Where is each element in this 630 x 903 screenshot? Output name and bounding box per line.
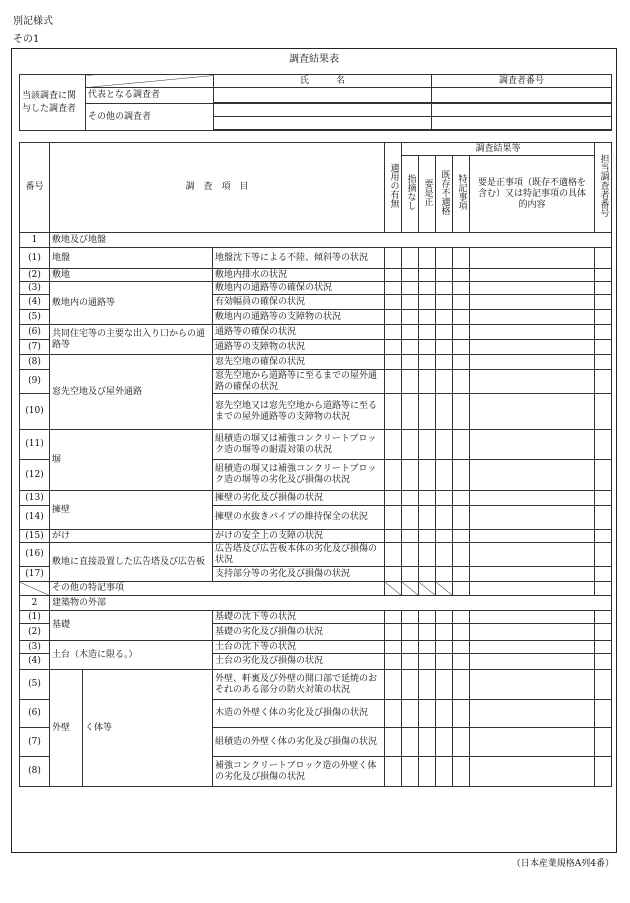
footer-note: （日本産業規格A列4番） bbox=[511, 859, 614, 869]
item-label: 組積造の塀又は補強コンクリートブロック造の塀等の耐震対策の状況 bbox=[213, 430, 385, 460]
item-label: 窓先空地又は窓先空地から道路等に至るまでの屋外通路等の支障物の状況 bbox=[213, 394, 385, 430]
other-investigators-label: その他の調査者 bbox=[86, 104, 214, 131]
row-number: (15) bbox=[20, 530, 50, 543]
subgroup-label: く体等 bbox=[83, 670, 213, 787]
row-number: (5) bbox=[20, 670, 50, 700]
inspection-table bbox=[19, 142, 612, 787]
row-number: (3) bbox=[20, 282, 50, 295]
header-needs-correction: 要是正 bbox=[422, 178, 433, 206]
item-label: 擁壁の水抜きパイプの維持保全の状況 bbox=[213, 506, 385, 530]
item-label: 敷地内の通路等の確保の状況 bbox=[213, 282, 385, 295]
group-label: 地盤 bbox=[50, 248, 213, 269]
group-label: 共同住宅等の主要な出入り口からの通路等 bbox=[50, 325, 213, 355]
item-label: 組積造の外壁く体の劣化及び損傷の状況 bbox=[213, 728, 385, 757]
item-label: 土台の劣化及び損傷の状況 bbox=[213, 654, 385, 670]
group-label: 敷地に直接設置した広告塔及び広告板 bbox=[50, 543, 213, 582]
row-number: (16) bbox=[20, 543, 50, 567]
item-label: 広告塔及び広告板本体の劣化及び損傷の状況 bbox=[213, 543, 385, 567]
row-number: (12) bbox=[20, 460, 50, 491]
group-label: 土台（木造に限る。） bbox=[50, 641, 213, 670]
row-number: (8) bbox=[20, 757, 50, 787]
form-title: 調査結果表 bbox=[289, 54, 339, 65]
row-number: (11) bbox=[20, 430, 50, 460]
other-name-field-2[interactable] bbox=[214, 117, 432, 130]
header-investigator-no: 担当調査者番号 bbox=[598, 154, 609, 217]
header-item: 調 査 項 目 bbox=[50, 143, 385, 233]
item-label: 通路等の支障物の状況 bbox=[213, 340, 385, 355]
form-sub-label: その1 bbox=[13, 34, 40, 45]
item-label: 窓先空地から道路等に至るまでの屋外通路の確保の状況 bbox=[213, 370, 385, 394]
other-number-field-1[interactable] bbox=[432, 104, 612, 117]
item-label: 敷地内排水の状況 bbox=[213, 269, 385, 282]
investigators-corner bbox=[86, 75, 214, 88]
row-number: (2) bbox=[20, 624, 50, 641]
item-label: 支持部分等の劣化及び損傷の状況 bbox=[213, 567, 385, 582]
header-existing-nonconform: 既存不適格 bbox=[439, 169, 450, 215]
group-label: 窓先空地及び屋外通路 bbox=[50, 355, 213, 430]
row-number: (9) bbox=[20, 370, 50, 394]
investigators-table bbox=[19, 74, 612, 131]
header-special-note: 特記事項 bbox=[456, 174, 467, 210]
item-label: 基礎の沈下等の状況 bbox=[213, 611, 385, 624]
lead-number-field[interactable] bbox=[432, 88, 612, 103]
item-label: がけの安全上の支障の状況 bbox=[213, 530, 385, 543]
group-label: 塀 bbox=[50, 430, 213, 491]
row-number: (10) bbox=[20, 394, 50, 430]
other-notes-label: その他の特記事項 bbox=[50, 582, 385, 596]
row-number: (14) bbox=[20, 506, 50, 530]
row-number: (5) bbox=[20, 310, 50, 325]
row-number: (17) bbox=[20, 567, 50, 582]
section-title: 敷地及び地盤 bbox=[50, 233, 612, 248]
row-number: (7) bbox=[20, 728, 50, 757]
row-number: (1) bbox=[20, 248, 50, 269]
other-name-field-1[interactable] bbox=[214, 104, 432, 117]
name-header: 氏 名 bbox=[214, 75, 432, 88]
header-results: 調査結果等 bbox=[402, 143, 595, 156]
row-number: (2) bbox=[20, 269, 50, 282]
row-number: (4) bbox=[20, 654, 50, 670]
row-number: (1) bbox=[20, 611, 50, 624]
row-number: (8) bbox=[20, 355, 50, 370]
number-header: 調査者番号 bbox=[432, 75, 612, 88]
header-applicable: 適用の有無 bbox=[388, 163, 399, 208]
group-label: がけ bbox=[50, 530, 213, 543]
header-detail: 要是正事項（既存不適格を含む）又は特記事項の具体的内容 bbox=[470, 156, 595, 233]
investigators-group-label: 当該調査に関与した調査者 bbox=[20, 75, 86, 131]
lead-name-field[interactable] bbox=[214, 88, 432, 103]
form-label: 別記様式 bbox=[13, 16, 53, 27]
section-title: 建築物の外部 bbox=[50, 596, 612, 611]
row-number: (6) bbox=[20, 325, 50, 340]
item-label: 木造の外壁く体の劣化及び損傷の状況 bbox=[213, 700, 385, 728]
row-number: (7) bbox=[20, 340, 50, 355]
row-number: (4) bbox=[20, 295, 50, 310]
lead-investigator-label: 代表となる調査者 bbox=[86, 88, 214, 104]
row-number: (3) bbox=[20, 641, 50, 654]
group-label: 外壁 bbox=[50, 670, 83, 787]
item-label: 通路等の確保の状況 bbox=[213, 325, 385, 340]
section-number: 2 bbox=[20, 596, 50, 611]
item-label: 基礎の劣化及び損傷の状況 bbox=[213, 624, 385, 641]
row-number: (6) bbox=[20, 700, 50, 728]
group-label: 基礎 bbox=[50, 611, 213, 641]
form-frame bbox=[11, 48, 617, 853]
group-label: 敷地 bbox=[50, 269, 213, 282]
group-label: 敷地内の通路等 bbox=[50, 282, 213, 325]
item-label: 組積造の塀又は補強コンクリートブロック造の塀等の劣化及び損傷の状況 bbox=[213, 460, 385, 491]
item-label: 土台の沈下等の状況 bbox=[213, 641, 385, 654]
group-label: 擁壁 bbox=[50, 491, 213, 530]
other-number-field-2[interactable] bbox=[432, 117, 612, 130]
header-no-issue: 指摘なし bbox=[405, 174, 416, 210]
item-label: 補強コンクリートブロック造の外壁く体の劣化及び損傷の状況 bbox=[213, 757, 385, 787]
item-label: 擁壁の劣化及び損傷の状況 bbox=[213, 491, 385, 506]
item-label: 敷地内の通路等の支障物の状況 bbox=[213, 310, 385, 325]
item-label: 窓先空地の確保の状況 bbox=[213, 355, 385, 370]
item-label: 地盤沈下等による不陸、傾斜等の状況 bbox=[213, 248, 385, 269]
section-number: 1 bbox=[20, 233, 50, 248]
item-label: 有効幅員の確保の状況 bbox=[213, 295, 385, 310]
item-label: 外壁、軒裏及び外壁の開口部で延焼のおそれのある部分の防火対策の状況 bbox=[213, 670, 385, 700]
header-number: 番号 bbox=[20, 143, 50, 233]
row-number: (13) bbox=[20, 491, 50, 506]
